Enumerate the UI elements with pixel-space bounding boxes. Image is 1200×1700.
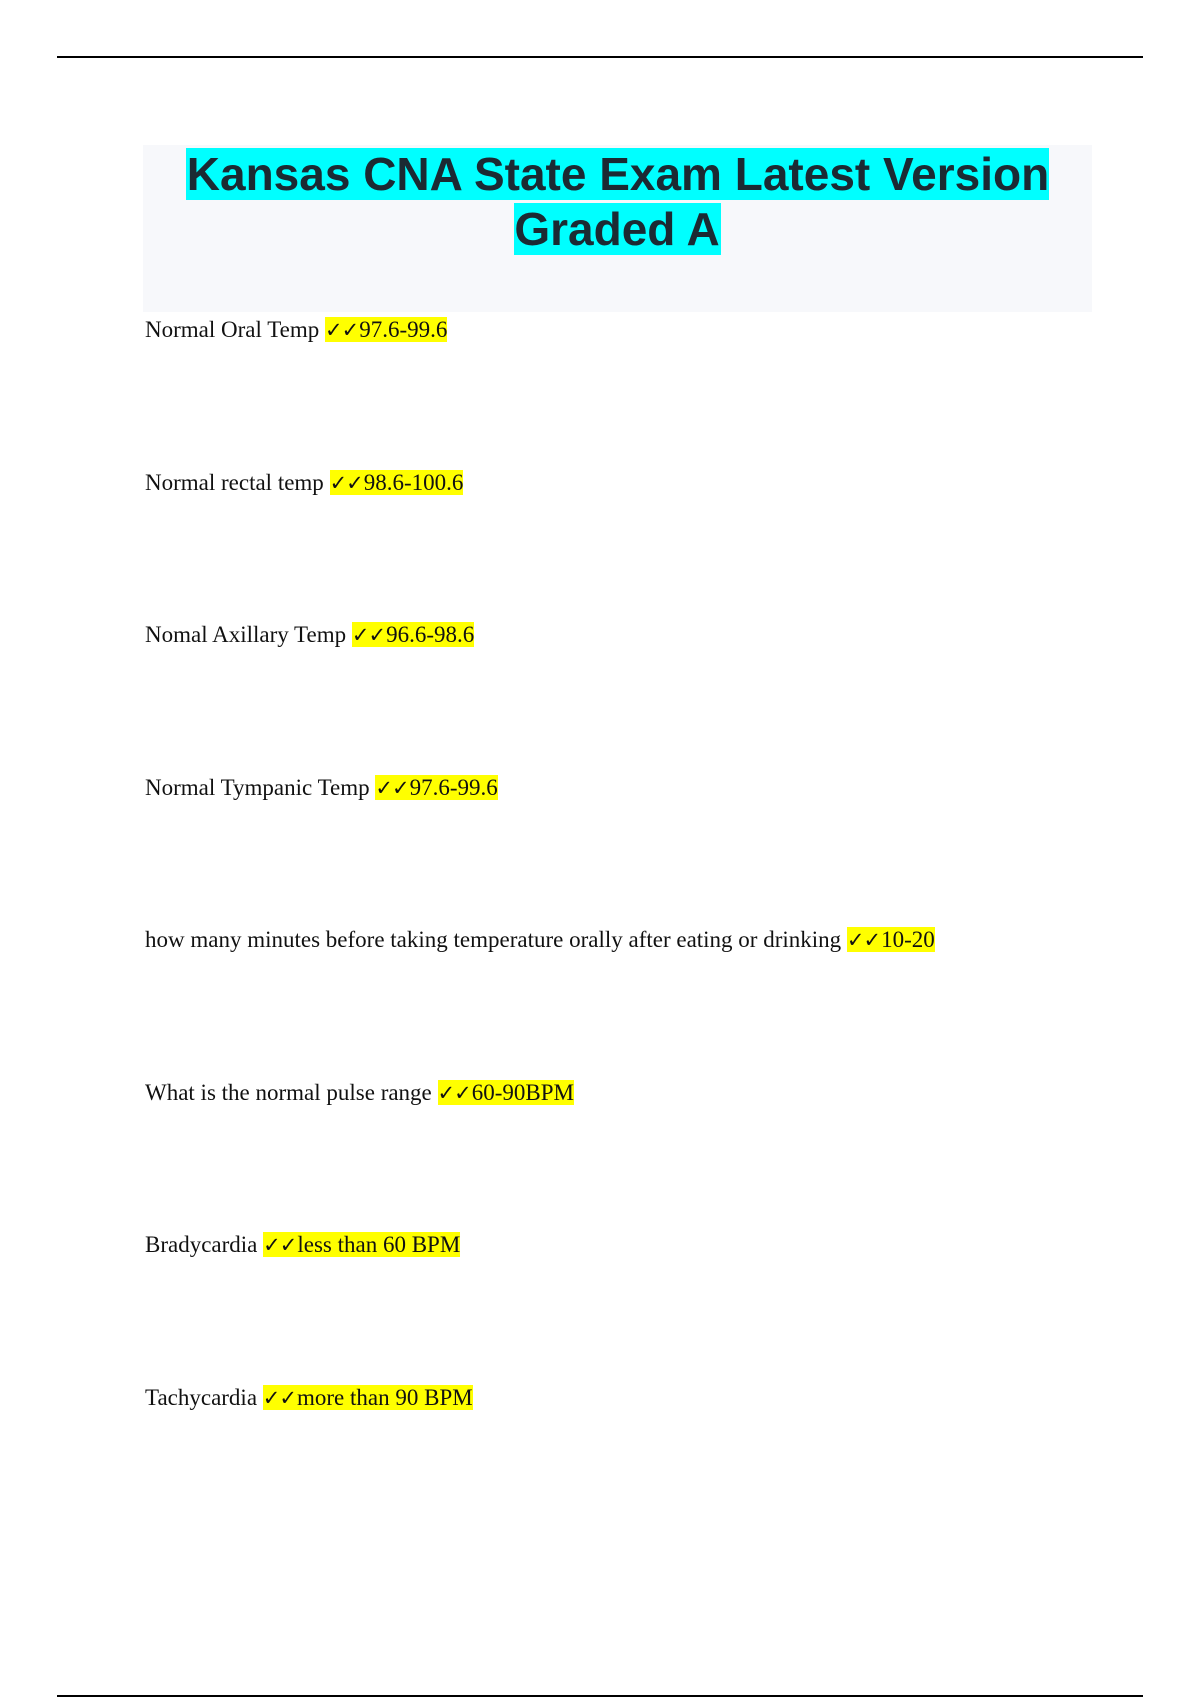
question-text: Normal Tympanic Temp xyxy=(145,775,370,800)
qa-item xyxy=(145,924,935,956)
answer-text: 96.6-98.6 xyxy=(386,622,475,647)
answer-text: 97.6-99.6 xyxy=(409,775,498,800)
top-rule xyxy=(57,56,1143,58)
double-check-icon: ✓✓ xyxy=(351,623,386,647)
qa-item xyxy=(145,772,498,804)
qa-item xyxy=(145,314,447,346)
question-text: Bradycardia xyxy=(145,1232,258,1257)
double-check-icon: ✓✓ xyxy=(375,776,409,800)
title-block xyxy=(143,145,1092,312)
qa-item xyxy=(145,467,463,499)
question-text: Normal rectal temp xyxy=(145,470,324,495)
answer-highlight xyxy=(330,470,464,495)
answer-highlight xyxy=(263,1385,473,1410)
document-title xyxy=(143,145,1092,257)
question-text: Nomal Axillary Temp xyxy=(145,622,347,647)
answer-highlight xyxy=(847,927,935,952)
qa-item xyxy=(145,619,474,651)
answer-highlight xyxy=(352,622,474,647)
bottom-rule xyxy=(57,1695,1143,1697)
question-text: how many minutes before taking temperature orally after eating or drinking xyxy=(145,927,842,952)
qa-item xyxy=(145,1382,473,1414)
answer-highlight xyxy=(325,317,447,342)
answer-highlight xyxy=(438,1080,574,1105)
double-check-icon: ✓✓ xyxy=(262,1386,296,1410)
answer-highlight xyxy=(263,1232,460,1257)
qa-item xyxy=(145,1229,460,1261)
question-text: What is the normal pulse range xyxy=(145,1080,432,1105)
double-check-icon: ✓✓ xyxy=(437,1081,471,1105)
double-check-icon: ✓✓ xyxy=(846,928,881,952)
answer-highlight xyxy=(375,775,497,800)
answer-text: 97.6-99.6 xyxy=(359,317,448,342)
document-title-highlight: Kansas CNA State Exam Latest Version Graded A xyxy=(186,148,1050,255)
question-text: Normal Oral Temp xyxy=(145,317,320,342)
answer-text: 98.6-100.6 xyxy=(363,470,464,495)
qa-item xyxy=(145,1077,574,1109)
answer-text: less than 60 BPM xyxy=(297,1232,461,1257)
answer-text: 60-90BPM xyxy=(471,1080,574,1105)
double-check-icon: ✓✓ xyxy=(325,318,359,342)
double-check-icon: ✓✓ xyxy=(263,1233,297,1257)
answer-text: more than 90 BPM xyxy=(297,1385,473,1410)
double-check-icon: ✓✓ xyxy=(329,471,363,495)
question-text: Tachycardia xyxy=(145,1385,258,1410)
answer-text: 10-20 xyxy=(881,927,935,952)
